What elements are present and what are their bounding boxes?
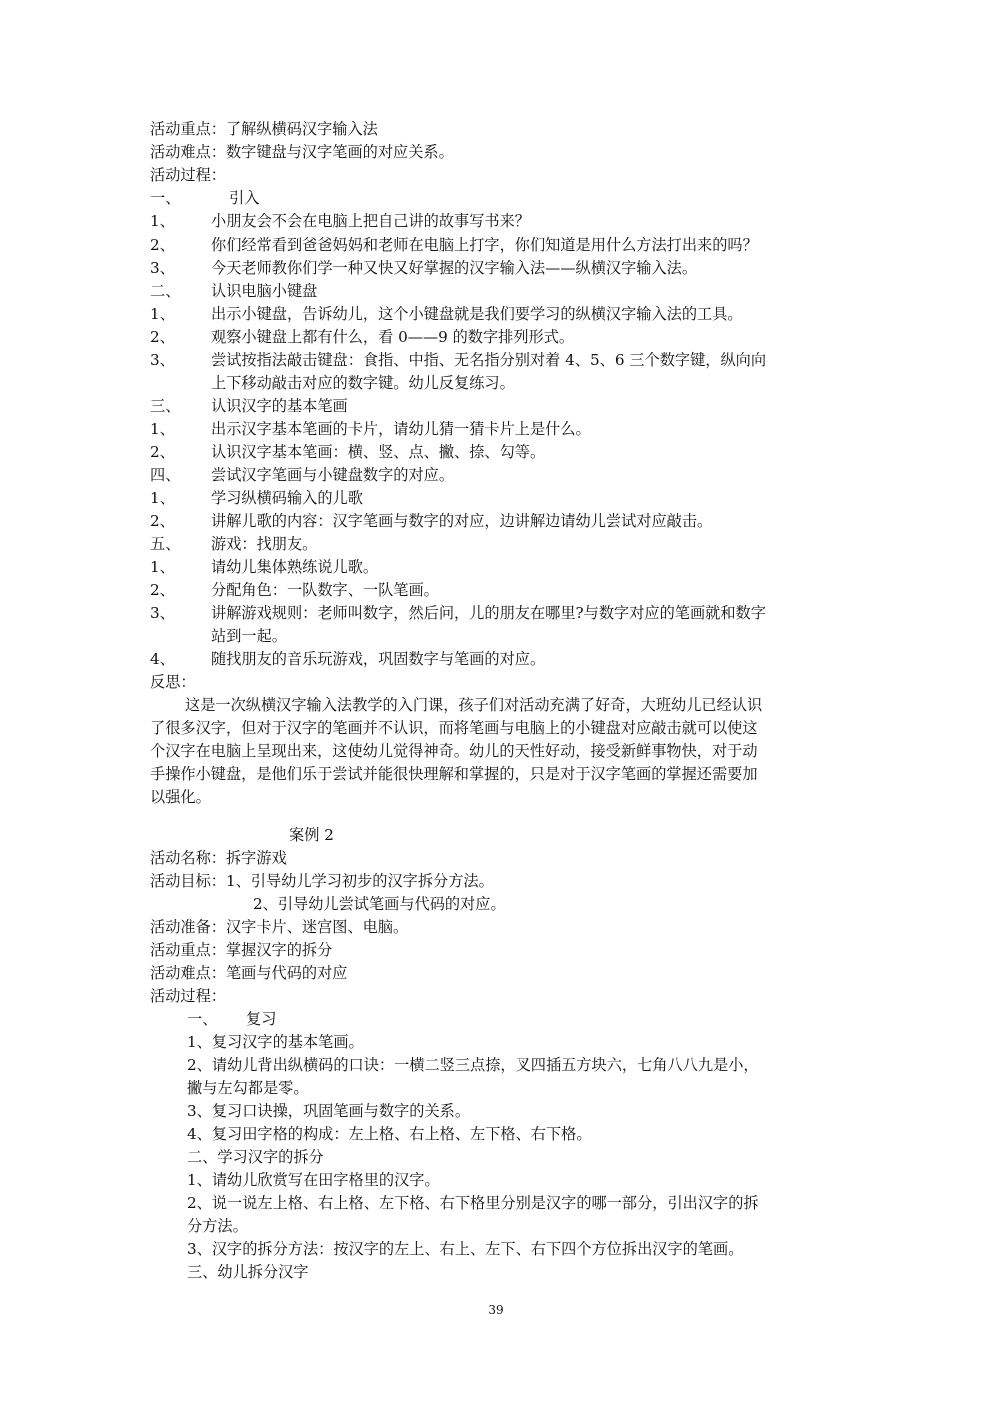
section-heading: [0, 533, 992, 556]
item-text: 小朋友会不会在电脑上把自己讲的故事写书来？: [211, 212, 530, 230]
item-text: 学习纵横码输入的儿歌: [211, 489, 363, 507]
text-line: 2、引导幼儿尝试笔画与代码的对应。: [253, 895, 506, 913]
list-item: [0, 441, 992, 464]
item-text: 认识汉字的基本笔画: [211, 397, 348, 415]
section-heading: [0, 1008, 992, 1031]
item-text: 今天老师教你们学一种又快又好掌握的汉字输入法——纵横汉字输入法。: [211, 259, 697, 277]
item-text: 出示汉字基本笔画的卡片，请幼儿猜一猜卡片上是什么。: [211, 420, 591, 438]
text-line: 活动目标：1、引导幼儿学习初步的汉字拆分方法。: [150, 872, 494, 890]
item-text: 站到一起。: [211, 627, 287, 645]
item-number: 二、: [150, 282, 181, 300]
activity-name: [0, 847, 992, 870]
text-line: 反思：: [150, 673, 196, 691]
item-text: 尝试汉字笔画与小键盘数字的对应。: [211, 466, 454, 484]
reflection-line: [0, 694, 992, 717]
list-item: [0, 1031, 992, 1054]
case-title: [0, 824, 992, 847]
activity-focus: [0, 939, 992, 962]
section-heading: [0, 464, 992, 487]
process-heading: [0, 164, 992, 187]
list-item: [0, 1238, 992, 1261]
activity-goal-2: [0, 893, 992, 916]
activity-goal: [0, 870, 992, 893]
text-line: 活动过程：: [150, 987, 226, 1005]
list-item: [0, 1169, 992, 1192]
list-item: [0, 257, 992, 280]
list-item-continued: [0, 372, 992, 395]
text-line: 活动重点：掌握汉字的拆分: [150, 941, 333, 959]
list-item: [0, 326, 992, 349]
list-item: [0, 210, 992, 233]
item-text: 请幼儿集体熟练说儿歌。: [211, 558, 379, 576]
item-text: 2、请幼儿背出纵横码的口诀：一横二竖三点捺，叉四插五方块六，七角八八九是小，: [187, 1056, 759, 1074]
item-number: 一、: [187, 1010, 218, 1028]
list-item: [0, 234, 992, 257]
text-line: 活动过程：: [150, 166, 226, 184]
item-number: 2、: [150, 581, 175, 599]
section-heading: [0, 1261, 992, 1284]
activity-prep: [0, 916, 992, 939]
item-text: 分方法。: [187, 1217, 248, 1235]
item-number: 1、: [150, 489, 175, 507]
text-line: 活动重点：了解纵横码汉字输入法: [150, 120, 378, 138]
item-number: 三、: [150, 397, 181, 415]
section-heading: [0, 280, 992, 303]
list-item: [0, 418, 992, 441]
item-text: 3、汉字的拆分方法：按汉字的左上、右上、左下、右下四个方位拆出汉字的笔画。: [187, 1240, 744, 1258]
list-item-continued: [0, 1215, 992, 1238]
item-number: 1、: [150, 558, 175, 576]
item-text: 认识汉字基本笔画：横、竖、点、撇、捺、勾等。: [211, 443, 546, 461]
item-text: 4、复习田字格的构成：左上格、右上格、左下格、右下格。: [187, 1125, 592, 1143]
item-text: 你们经常看到爸爸妈妈和老师在电脑上打字，你们知道是用什么方法打出来的吗？: [211, 236, 758, 254]
section-heading: [0, 1146, 992, 1169]
item-text: 3、复习口诀操，巩固笔画与数字的关系。: [187, 1102, 471, 1120]
item-number: 2、: [150, 328, 175, 346]
item-number: 3、: [150, 259, 175, 277]
list-item: [0, 510, 992, 533]
page-number: 39: [488, 1303, 504, 1317]
item-number: 1、: [150, 420, 175, 438]
item-number: 2、: [150, 512, 175, 530]
item-text: 讲解儿歌的内容：汉字笔画与数字的对应，边讲解边请幼儿尝试对应敲击。: [211, 512, 713, 530]
item-text: 二、学习汉字的拆分: [187, 1148, 324, 1166]
item-text: 1、请幼儿欣赏写在田字格里的汉字。: [187, 1171, 440, 1189]
item-number: 3、: [150, 351, 175, 369]
item-text: 1、复习汉字的基本笔画。: [187, 1033, 364, 1051]
item-text: 撇与左勾都是零。: [187, 1079, 309, 1097]
item-number: 2、: [150, 443, 175, 461]
paragraph-text: 个汉字在电脑上呈现出来，这使幼儿觉得神奇。幼儿的天性好动，接受新鲜事物快，对于动: [150, 742, 758, 760]
item-text: 尝试按指法敲击键盘：食指、中指、无名指分别对着 4、5、6 三个数字键，纵向向: [211, 351, 767, 369]
item-text: 出示小键盘，告诉幼儿，这个小键盘就是我们要学习的纵横汉字输入法的工具。: [211, 305, 743, 323]
paragraph-text: 手操作小键盘，是他们乐于尝试并能很快理解和掌握的，只是对于汉字笔画的掌握还需要加: [150, 765, 758, 783]
item-text: 2、说一说左上格、右上格、左下格、右下格里分别是汉字的哪一部分，引出汉字的拆: [187, 1194, 759, 1212]
list-item: [0, 303, 992, 326]
item-text: 三、幼儿拆分汉字: [187, 1263, 309, 1281]
focus-line: [0, 118, 992, 141]
reflection-line: [0, 717, 992, 740]
difficulty-line: [0, 141, 992, 164]
item-text: 认识电脑小键盘: [211, 282, 318, 300]
item-number: 3、: [150, 604, 175, 622]
section-heading: [0, 187, 992, 210]
text-line: 活动难点：数字键盘与汉字笔画的对应关系。: [150, 143, 454, 161]
item-text: 游戏：找朋友。: [211, 535, 318, 553]
item-number: 五、: [150, 535, 181, 553]
item-text: 分配角色：一队数字、一队笔画。: [211, 581, 439, 599]
list-item: [0, 1100, 992, 1123]
item-number: 一、: [150, 189, 181, 207]
reflection-line: [0, 786, 992, 809]
item-text: 观察小键盘上都有什么，看 0——9 的数字排列形式。: [211, 328, 575, 346]
reflection-line: [0, 763, 992, 786]
item-number: 1、: [150, 305, 175, 323]
item-number: 4、: [150, 650, 175, 668]
paragraph-text: 了很多汉字，但对于汉字的笔画并不认识，而将笔画与电脑上的小键盘对应敲击就可以使这: [150, 719, 758, 737]
item-number: 四、: [150, 466, 181, 484]
list-item-continued: [0, 625, 992, 648]
case-title-text: 案例 2: [289, 826, 334, 844]
item-text: 随找朋友的音乐玩游戏，巩固数字与笔画的对应。: [211, 650, 546, 668]
text-line: 活动难点：笔画与代码的对应: [150, 964, 348, 982]
paragraph-text: 这是一次纵横汉字输入法教学的入门课，孩子们对活动充满了好奇，大班幼儿已经认识: [185, 696, 763, 714]
section-heading: [0, 395, 992, 418]
list-item: [0, 1192, 992, 1215]
paragraph-text: 以强化。: [150, 788, 211, 806]
text-line: 活动准备：汉字卡片、迷宫图、电脑。: [150, 918, 409, 936]
list-item: [0, 1123, 992, 1146]
item-text: 复习: [246, 1010, 277, 1028]
item-text: 上下移动敲击对应的数字键。幼儿反复练习。: [211, 374, 515, 392]
text-line: 活动名称：拆字游戏: [150, 849, 287, 867]
list-item: [0, 487, 992, 510]
list-item: [0, 602, 992, 625]
reflection-line: [0, 740, 992, 763]
item-text: 引入: [229, 189, 260, 207]
list-item: [0, 648, 992, 671]
list-item-continued: [0, 1077, 992, 1100]
list-item: [0, 1054, 992, 1077]
activity-difficulty: [0, 962, 992, 985]
list-item: [0, 556, 992, 579]
list-item: [0, 349, 992, 372]
item-text: 讲解游戏规则：老师叫数字，然后问，儿的朋友在哪里?与数字对应的笔画就和数字: [211, 604, 766, 622]
activity-process: [0, 985, 992, 1008]
list-item: [0, 579, 992, 602]
reflection-heading: [0, 671, 992, 694]
item-number: 2、: [150, 236, 175, 254]
item-number: 1、: [150, 212, 175, 230]
